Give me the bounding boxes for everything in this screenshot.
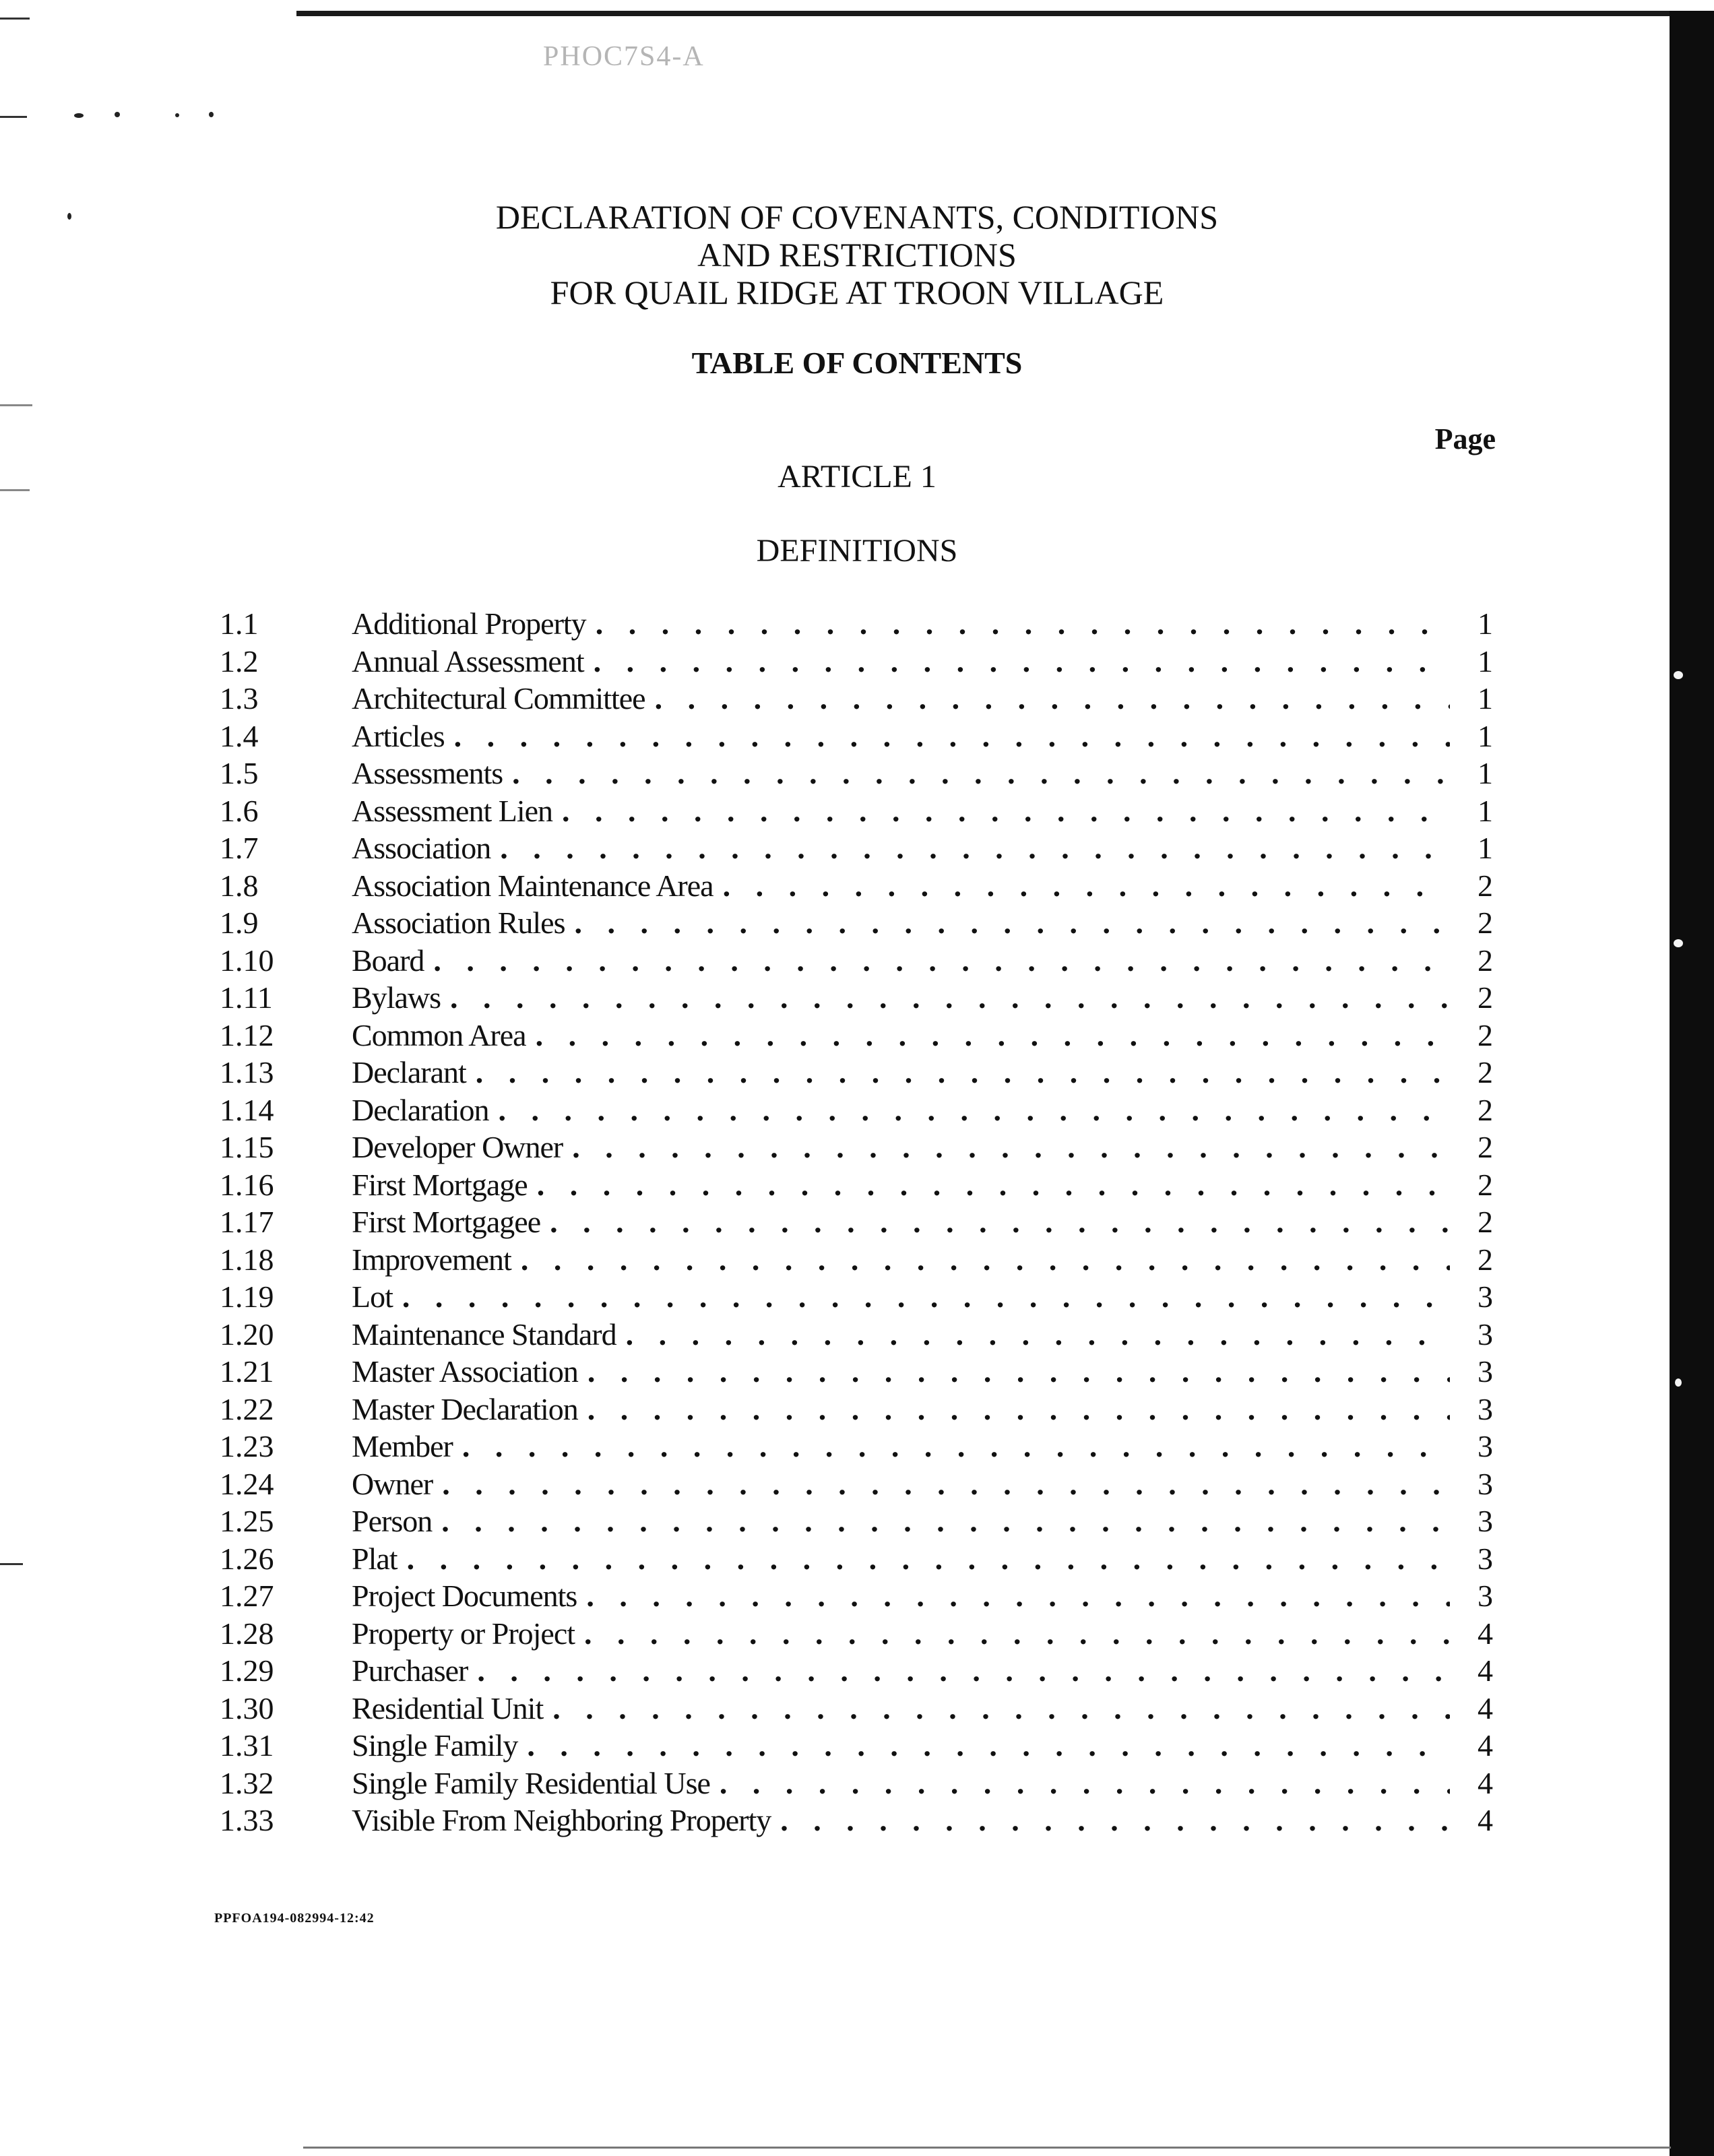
entry-number: 1.30 [220, 1690, 274, 1725]
entry-number: 1.14 [220, 1092, 274, 1127]
entry-page: 2 [1478, 868, 1493, 903]
page-column-header: Page [1434, 422, 1496, 455]
toc-entry [220, 1465, 1493, 1503]
dot-leader [527, 1727, 1450, 1764]
scan-speck [115, 112, 120, 117]
entry-number: 1.18 [220, 1242, 274, 1277]
entry-number: 1.15 [220, 1130, 274, 1164]
toc-entry [220, 1353, 1493, 1391]
entry-number: 1.29 [220, 1653, 274, 1688]
entry-page: 1 [1478, 718, 1493, 753]
toc-entry [220, 1428, 1493, 1465]
scan-edge-notch [1674, 671, 1683, 679]
dot-leader [477, 1652, 1450, 1689]
entry-number: 1.32 [220, 1765, 274, 1800]
dot-leader [574, 904, 1450, 941]
dot-leader [550, 1203, 1450, 1240]
entry-page: 3 [1478, 1504, 1493, 1538]
entry-number: 1.19 [220, 1279, 274, 1314]
entry-label: Residential Unit [352, 1690, 544, 1725]
dot-leader [500, 829, 1450, 866]
toc-entry [220, 1802, 1493, 1839]
entry-number: 1.5 [220, 756, 259, 790]
entry-number: 1.16 [220, 1167, 274, 1202]
entry-page: 2 [1478, 1092, 1493, 1127]
entry-page: 3 [1478, 1429, 1493, 1463]
scan-edge-notch [1674, 939, 1683, 947]
dot-leader [588, 1391, 1450, 1428]
article-heading: ARTICLE 1 [777, 459, 937, 495]
entry-label: First Mortgage [352, 1167, 528, 1202]
entry-label: Articles [352, 718, 445, 753]
toc-entry [220, 643, 1493, 680]
entry-page: 1 [1478, 756, 1493, 790]
document-title-line-3: FOR QUAIL RIDGE AT TROON VILLAGE [550, 274, 1164, 311]
scan-top-rule [296, 11, 1671, 16]
document-footer-code: PPFOA194-082994-12:42 [214, 1911, 375, 1926]
entry-number: 1.21 [220, 1354, 274, 1389]
scan-margin-mark [0, 404, 32, 406]
dot-leader [780, 1802, 1450, 1839]
dot-leader [521, 1241, 1450, 1278]
entry-label: Developer Owner [352, 1130, 563, 1164]
entry-page: 2 [1478, 906, 1493, 940]
toc-entry [220, 755, 1493, 792]
entry-number: 1.25 [220, 1504, 274, 1538]
dot-leader [552, 1690, 1450, 1727]
scan-margin-mark [0, 18, 30, 20]
dot-leader [454, 718, 1450, 755]
entry-page: 2 [1478, 1017, 1493, 1052]
toc-entry [220, 867, 1493, 905]
toc-entry [220, 942, 1493, 980]
entry-number: 1.9 [220, 906, 259, 940]
entry-page: 3 [1478, 1279, 1493, 1314]
toc-entry [220, 1577, 1493, 1615]
dot-leader [572, 1129, 1450, 1166]
entry-number: 1.6 [220, 793, 259, 828]
entry-page: 2 [1478, 943, 1493, 978]
entry-number: 1.8 [220, 868, 259, 903]
dot-leader [626, 1316, 1450, 1353]
entry-label: Improvement [352, 1242, 511, 1277]
entry-number: 1.10 [220, 943, 274, 978]
dot-leader [402, 1278, 1450, 1315]
entry-page: 2 [1478, 1242, 1493, 1277]
entry-label: Board [352, 943, 424, 978]
entry-label: Association [352, 831, 491, 865]
toc-entry [220, 1129, 1493, 1166]
entry-label: Single Family [352, 1728, 518, 1763]
entry-page: 4 [1478, 1765, 1493, 1800]
toc-entry [220, 1166, 1493, 1204]
toc-entry [220, 1054, 1493, 1091]
dot-leader [499, 1091, 1450, 1129]
toc-entry [220, 829, 1493, 867]
dot-leader [586, 1577, 1450, 1614]
entry-number: 1.1 [220, 606, 259, 641]
entry-number: 1.31 [220, 1728, 274, 1763]
entry-label: Declarant [352, 1055, 466, 1089]
entry-number: 1.4 [220, 718, 259, 753]
toc-entry [220, 1727, 1493, 1765]
entry-page: 4 [1478, 1728, 1493, 1763]
toc-entry [220, 1203, 1493, 1241]
toc-entry [220, 1391, 1493, 1428]
entry-number: 1.26 [220, 1541, 274, 1576]
entry-page: 1 [1478, 643, 1493, 678]
toc-entries [220, 605, 1493, 1839]
entry-number: 1.28 [220, 1616, 274, 1651]
dot-leader [594, 643, 1450, 680]
toc-entry [220, 1091, 1493, 1129]
entry-page: 3 [1478, 1391, 1493, 1426]
entry-number: 1.27 [220, 1579, 274, 1613]
toc-entry [220, 1278, 1493, 1316]
entry-number: 1.33 [220, 1803, 274, 1837]
dot-leader [407, 1540, 1450, 1577]
entry-label: Plat [352, 1541, 398, 1576]
document-title-line-1: DECLARATION OF COVENANTS, CONDITIONS [495, 198, 1219, 236]
toc-entry [220, 680, 1493, 718]
scan-speck [175, 113, 179, 117]
entry-label: Association Maintenance Area [352, 868, 713, 903]
dot-leader [512, 755, 1450, 792]
entry-number: 1.22 [220, 1391, 274, 1426]
entry-number: 1.20 [220, 1317, 274, 1352]
entry-label: Lot [352, 1279, 393, 1314]
dot-leader [596, 605, 1450, 642]
entry-number: 1.23 [220, 1429, 274, 1463]
entry-number: 1.13 [220, 1055, 274, 1089]
toc-entry [220, 1690, 1493, 1727]
entry-number: 1.17 [220, 1205, 274, 1239]
entry-page: 2 [1478, 1167, 1493, 1202]
toc-entry [220, 605, 1493, 643]
toc-entry [220, 1017, 1493, 1054]
dot-leader [588, 1353, 1450, 1390]
dot-leader [720, 1765, 1450, 1802]
dot-leader [476, 1054, 1450, 1091]
scan-speck [74, 113, 84, 118]
scan-speck [209, 112, 214, 117]
entry-page: 2 [1478, 1205, 1493, 1239]
entry-page: 2 [1478, 1130, 1493, 1164]
toc-entry [220, 1615, 1493, 1653]
toc-entry [220, 1652, 1493, 1690]
entry-label: Master Association [352, 1354, 578, 1389]
entry-page: 4 [1478, 1653, 1493, 1688]
toc-entry [220, 1502, 1493, 1540]
dot-leader [433, 942, 1450, 979]
entry-number: 1.24 [220, 1466, 274, 1501]
entry-label: Maintenance Standard [352, 1317, 616, 1352]
toc-entry [220, 718, 1493, 755]
dot-leader [441, 1502, 1450, 1540]
entry-page: 3 [1478, 1541, 1493, 1576]
entry-label: Declaration [352, 1092, 489, 1127]
toc-entry [220, 979, 1493, 1017]
entry-page: 1 [1478, 831, 1493, 865]
entry-page: 4 [1478, 1616, 1493, 1651]
toc-entry [220, 1540, 1493, 1578]
scan-margin-mark [0, 1563, 23, 1565]
toc-entry [220, 1765, 1493, 1802]
dot-leader [442, 1465, 1450, 1502]
entry-number: 1.2 [220, 643, 259, 678]
entry-label: Association Rules [352, 906, 565, 940]
entry-label: Member [352, 1429, 453, 1463]
entry-label: Annual Assessment [352, 643, 584, 678]
section-heading: DEFINITIONS [756, 533, 958, 569]
entry-label: First Mortgagee [352, 1205, 541, 1239]
toc-entry [220, 1316, 1493, 1354]
dot-leader [536, 1017, 1450, 1054]
entry-label: Additional Property [352, 606, 586, 641]
dot-leader [723, 867, 1450, 904]
dot-leader [462, 1428, 1450, 1465]
entry-page: 3 [1478, 1317, 1493, 1352]
toc-heading: TABLE OF CONTENTS [691, 346, 1023, 380]
entry-page: 2 [1478, 980, 1493, 1015]
entry-number: 1.3 [220, 681, 259, 716]
entry-label: Owner [352, 1466, 433, 1501]
entry-label: Person [352, 1504, 433, 1538]
toc-entry [220, 904, 1493, 942]
toc-entry [220, 792, 1493, 830]
document-stamp: PHOC7S4-A [543, 41, 705, 72]
dot-leader [655, 680, 1450, 717]
entry-page: 2 [1478, 1055, 1493, 1089]
entry-page: 3 [1478, 1579, 1493, 1613]
entry-page: 1 [1478, 681, 1493, 716]
entry-page: 4 [1478, 1803, 1493, 1837]
document-title-line-2: AND RESTRICTIONS [697, 236, 1017, 274]
entry-page: 3 [1478, 1354, 1493, 1389]
dot-leader [584, 1615, 1450, 1652]
entry-page: 4 [1478, 1690, 1493, 1725]
scan-edge-notch [1675, 1378, 1682, 1387]
entry-label: Purchaser [352, 1653, 468, 1688]
entry-label: Master Declaration [352, 1391, 578, 1426]
entry-number: 1.7 [220, 831, 259, 865]
toc-entry [220, 1241, 1493, 1279]
entry-label: Single Family Residential Use [352, 1765, 710, 1800]
dot-leader [562, 792, 1450, 829]
entry-page: 1 [1478, 793, 1493, 828]
entry-page: 1 [1478, 606, 1493, 641]
entry-number: 1.11 [220, 980, 273, 1015]
entry-label: Assessment Lien [352, 793, 553, 828]
entry-number: 1.12 [220, 1017, 274, 1052]
entry-label: Visible From Neighboring Property [352, 1803, 771, 1837]
entry-label: Bylaws [352, 980, 441, 1015]
dot-leader [537, 1166, 1450, 1203]
entry-label: Assessments [352, 756, 503, 790]
entry-label: Common Area [352, 1017, 526, 1052]
entry-page: 3 [1478, 1466, 1493, 1501]
scan-margin-mark [0, 116, 27, 118]
dot-leader [450, 979, 1450, 1016]
entry-label: Architectural Committee [352, 681, 645, 716]
scan-right-edge [1670, 11, 1714, 2156]
entry-label: Property or Project [352, 1616, 575, 1651]
scan-bottom-rule [303, 2147, 1671, 2149]
entry-label: Project Documents [352, 1579, 577, 1613]
